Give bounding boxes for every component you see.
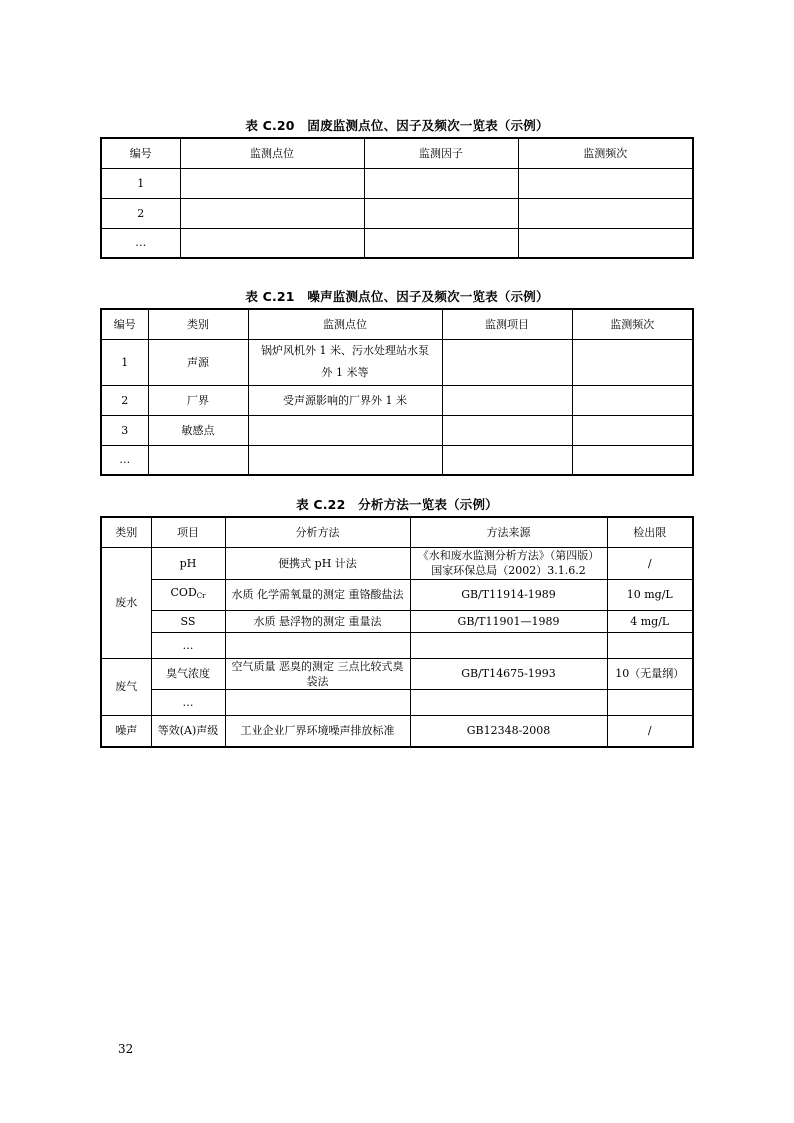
table-row	[101, 415, 693, 445]
table-row	[101, 579, 693, 610]
table-cell	[225, 632, 410, 658]
table-cell	[572, 415, 693, 445]
table-cell: …	[101, 445, 148, 475]
header-cell: 项目	[151, 517, 225, 547]
table-cell: 10 mg/L	[607, 579, 693, 610]
table-cell	[442, 445, 572, 475]
table-cell	[180, 228, 364, 258]
table-cell: 水质 悬浮物的测定 重量法	[225, 610, 410, 632]
header-cell: 类别	[148, 309, 248, 339]
table-cell	[180, 198, 364, 228]
table-cell	[364, 228, 518, 258]
table-row	[101, 658, 693, 689]
table-cell: GB/T11901—1989	[410, 610, 607, 632]
header-cell: 监测频次	[518, 138, 693, 168]
table-cell	[607, 632, 693, 658]
table-cell	[442, 415, 572, 445]
table-cell: 3	[101, 415, 148, 445]
table-cell	[518, 228, 693, 258]
table-cell: 4 mg/L	[607, 610, 693, 632]
table-cell: 2	[101, 198, 180, 228]
table-header-row	[101, 517, 693, 547]
table-row	[101, 547, 693, 579]
table-header-row	[101, 309, 693, 339]
table-cell	[518, 168, 693, 198]
table-row	[101, 610, 693, 632]
category-cell: 废气	[101, 658, 151, 715]
table-cell: 《水和废水监测分析方法》（第四版）国家环保总局（2002）3.1.6.2	[410, 547, 607, 579]
table-row	[101, 632, 693, 658]
table-cell: 1	[101, 168, 180, 198]
table-cell: /	[607, 715, 693, 747]
table-c20	[100, 137, 694, 259]
table-cell	[572, 339, 693, 385]
table-cell	[518, 198, 693, 228]
table-cell: 便携式 pH 计法	[225, 547, 410, 579]
table-cell: 水质 化学需氧量的测定 重铬酸盐法	[225, 579, 410, 610]
header-cell: 编号	[101, 138, 180, 168]
header-cell: 方法来源	[410, 517, 607, 547]
table-row	[101, 168, 693, 198]
table-cell: GB12348-2008	[410, 715, 607, 747]
category-cell: 废水	[101, 547, 151, 658]
table-row	[101, 339, 693, 385]
table-cell: 受声源影响的厂界外 1 米	[248, 385, 442, 415]
table-cell: 2	[101, 385, 148, 415]
table-cell: pH	[151, 547, 225, 579]
table-row	[101, 228, 693, 258]
header-cell: 监测因子	[364, 138, 518, 168]
table-c22-caption: 表 C.22 分析方法一览表（示例）	[296, 497, 498, 512]
table-c21	[100, 308, 694, 476]
table-cell: 工业企业厂界环境噪声排放标准	[225, 715, 410, 747]
table-cell	[180, 168, 364, 198]
table-cell: GB/T11914-1989	[410, 579, 607, 610]
table-cell: …	[151, 632, 225, 658]
table-row	[101, 385, 693, 415]
table-c21-caption: 表 C.21 噪声监测点位、因子及频次一览表（示例）	[245, 289, 549, 304]
table-cell	[410, 689, 607, 715]
table-c20-caption: 表 C.20 固废监测点位、因子及频次一览表（示例）	[245, 118, 549, 133]
header-cell: 类别	[101, 517, 151, 547]
table-cell	[148, 445, 248, 475]
table-cell: 厂界	[148, 385, 248, 415]
header-cell: 监测点位	[180, 138, 364, 168]
table-cell: 空气质量 恶臭的测定 三点比较式臭袋法	[225, 658, 410, 689]
table-cell	[442, 339, 572, 385]
table-row	[101, 689, 693, 715]
table-header-row	[101, 138, 693, 168]
table-cell	[151, 579, 225, 610]
table-cell	[248, 445, 442, 475]
table-cell: 10（无量纲）	[607, 658, 693, 689]
table-cell: 敏感点	[148, 415, 248, 445]
item-subscript: Cr	[196, 592, 206, 600]
header-cell: 检出限	[607, 517, 693, 547]
table-cell	[572, 445, 693, 475]
table-cell	[225, 689, 410, 715]
table-cell: …	[151, 689, 225, 715]
header-cell: 监测点位	[248, 309, 442, 339]
table-row	[101, 715, 693, 747]
table-cell	[572, 385, 693, 415]
header-cell: 分析方法	[225, 517, 410, 547]
table-row	[101, 445, 693, 475]
table-cell	[442, 385, 572, 415]
table-cell: 1	[101, 339, 148, 385]
table-cell: SS	[151, 610, 225, 632]
table-cell	[364, 198, 518, 228]
item-name: COD	[170, 586, 197, 599]
table-cell	[248, 415, 442, 445]
header-cell: 监测项目	[442, 309, 572, 339]
table-cell: 臭气浓度	[151, 658, 225, 689]
table-cell: GB/T14675-1993	[410, 658, 607, 689]
table-cell: …	[101, 228, 180, 258]
table-cell	[410, 632, 607, 658]
page-number: 32	[118, 1042, 134, 1056]
table-cell: 锅炉风机外 1 米、污水处理站水泵外 1 米等	[248, 339, 442, 385]
category-cell: 噪声	[101, 715, 151, 747]
header-cell: 编号	[101, 309, 148, 339]
table-c22	[100, 516, 694, 748]
table-cell	[607, 689, 693, 715]
table-cell: 等效(A)声级	[151, 715, 225, 747]
table-cell: /	[607, 547, 693, 579]
table-cell	[364, 168, 518, 198]
header-cell: 监测频次	[572, 309, 693, 339]
table-row	[101, 198, 693, 228]
table-cell: 声源	[148, 339, 248, 385]
